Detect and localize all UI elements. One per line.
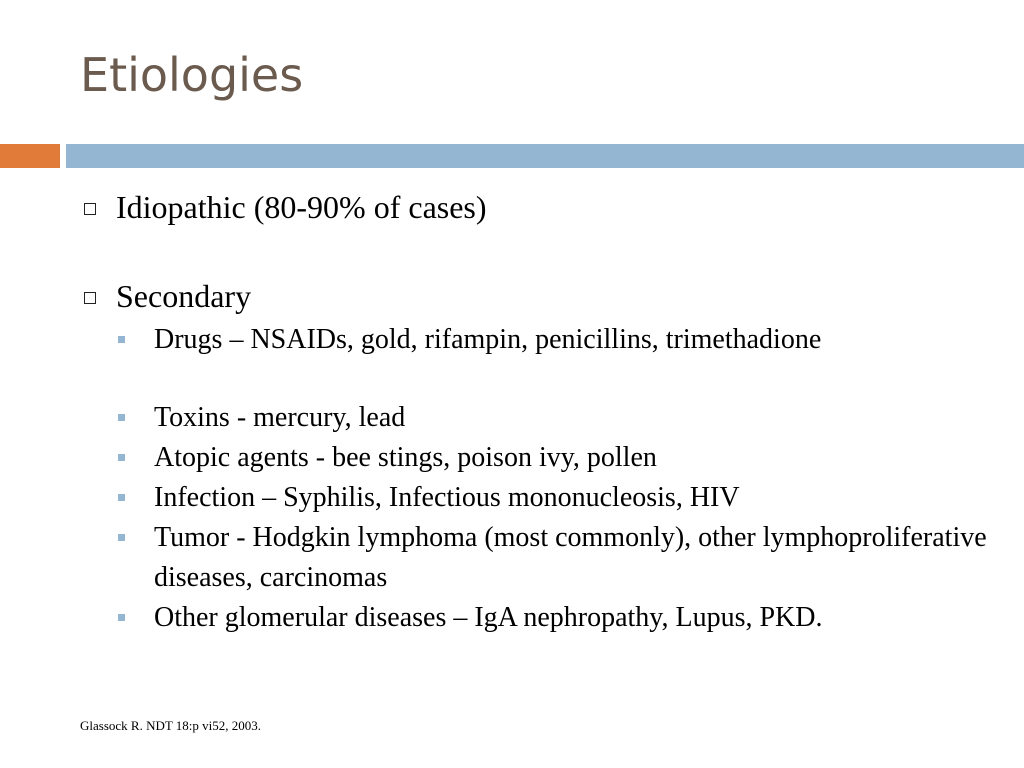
sub-bullet-icon [118, 454, 125, 461]
sub-bullet-icon [118, 494, 125, 501]
sub-bullet-icon [118, 414, 125, 421]
sub-bullet-infection: Infection – Syphilis, Infectious mononucleosis, HIV [154, 482, 740, 513]
sub-bullet-drugs: Drugs – NSAIDs, gold, rifampin, penicillins, trimethadione [154, 324, 822, 355]
sub-bullet-glomerular: Other glomerular diseases – IgA nephropathy, Lupus, PKD. [154, 602, 823, 633]
sub-bullet-tumor: Tumor - Hodgkin lymphoma (most commonly), other lymphoproliferative diseases, carcinomas [154, 522, 987, 593]
slide-title: Etiologies [80, 48, 304, 102]
sub-bullet-icon [118, 336, 125, 343]
sub-bullet-atopic: Atopic agents - bee stings, poison ivy, pollen [154, 442, 657, 473]
sub-bullet-icon [118, 534, 125, 541]
sub-bullet-icon [118, 614, 125, 621]
sub-bullet-toxins: Toxins - mercury, lead [154, 402, 406, 433]
square-bullet-icon [84, 292, 96, 304]
bullet-secondary: Secondary [116, 278, 252, 314]
square-bullet-icon [84, 203, 96, 215]
citation: Glassock R. NDT 18:p vi52, 2003. [80, 718, 262, 733]
bullet-idiopathic: Idiopathic (80-90% of cases) [116, 189, 487, 225]
